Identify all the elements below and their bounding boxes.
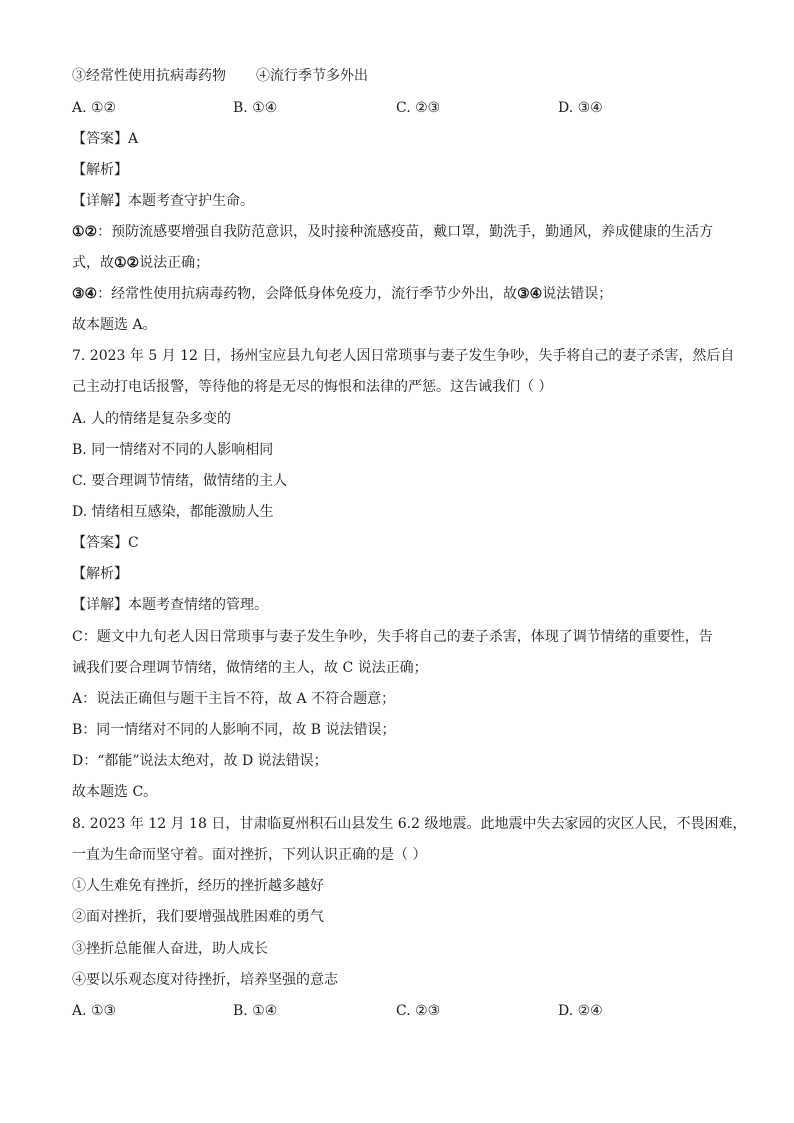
q7-stem-line-2: 己主动打电话报警，等待他的将是无尽的悔恨和法律的严惩。这告诫我们（ ） xyxy=(72,379,553,395)
q6-exp2-end: 说法错误； xyxy=(542,286,613,302)
q6-exp2-prefix: ③④ xyxy=(72,286,98,302)
q6-option-a: A. ①② xyxy=(72,100,117,116)
q6-explanation-2 xyxy=(72,284,612,304)
q7-explanation-b: B：同一情绪对不同的人影响不同，故 B 说法错误； xyxy=(72,722,396,738)
q8-options xyxy=(72,1001,732,1021)
q8-option-d: D. ②④ xyxy=(558,1003,603,1019)
q8-statement-3: ③挫折总能催人奋进，助人成长 xyxy=(72,941,268,957)
q7-explanation-c-line-1: C：题文中九旬老人因日常琐事与妻子发生争吵，失手将自己的妻子杀害，体现了调节情绪的重要性，告 xyxy=(72,629,713,645)
q7-answer: 【答案】C xyxy=(72,535,139,551)
q6-exp2-bold: ③④ xyxy=(517,286,543,302)
q6-exp1-line2-b: ①② xyxy=(114,255,140,271)
q7-option-b: B. 同一情绪对不同的人影响相同 xyxy=(72,442,274,458)
q7-analysis-heading: 【解析】 xyxy=(72,566,128,582)
q6-statements-3-4 xyxy=(72,66,368,86)
q8-option-b: B. ①④ xyxy=(233,1003,278,1019)
q6-explanation-1-line-1 xyxy=(72,222,713,242)
q6-option-b: B. ①④ xyxy=(233,100,278,116)
q8-statement-4: ④要以乐观态度对待挫折，培养坚强的意志 xyxy=(72,972,338,988)
q7-explanation-c-line-2: 诫我们要合理调节情绪，做情绪的主人，故 C 说法正确； xyxy=(72,660,428,676)
q7-option-a: A. 人的情绪是复杂多变的 xyxy=(72,411,232,427)
q7-option-d: D. 情绪相互感染，都能激励人生 xyxy=(72,504,274,520)
q8-statement-2: ②面对挫折，我们要增强战胜困难的勇气 xyxy=(72,909,324,925)
q6-statement-4: ④流行季节多外出 xyxy=(256,68,368,84)
q6-exp2-mid: ：经常性使用抗病毒药物，会降低身体免疫力，流行季节少外出，故 xyxy=(97,286,518,302)
q6-conclusion: 故本题选 A。 xyxy=(72,317,157,333)
q6-exp1-text: ：预防流感要增强自我防范意识，及时接种流感疫苗，戴口罩，勤洗手，勤通风，养成健康的生活方 xyxy=(97,224,714,240)
q7-explanation-d: D：“都能”说法太绝对，故 D 说法错误； xyxy=(72,753,328,769)
q6-analysis-heading: 【解析】 xyxy=(72,162,128,178)
q6-option-c: C. ②③ xyxy=(396,100,441,116)
q6-options xyxy=(72,98,732,118)
q7-conclusion: 故本题选 C。 xyxy=(72,784,158,800)
q6-exp1-prefix: ①② xyxy=(72,224,98,240)
q7-detail: 【详解】本题考查情绪的管理。 xyxy=(72,597,268,613)
q8-stem-line-1: 8. 2023 年 12 月 18 日，甘肃临夏州积石山县发生 6.2 级地震。此地震中失去家园的灾区人民，不畏困难， xyxy=(72,816,747,832)
q7-explanation-a: A：说法正确但与题干主旨不符，故 A 不符合题意； xyxy=(72,691,396,707)
q6-explanation-1-line-2 xyxy=(72,253,209,273)
q7-option-c: C. 要合理调节情绪，做情绪的主人 xyxy=(72,473,288,489)
q6-option-d: D. ③④ xyxy=(558,100,603,116)
q6-detail: 【详解】本题考查守护生命。 xyxy=(72,193,254,209)
q7-stem-line-1: 7. 2023 年 5 月 12 日，扬州宝应县九旬老人因日常琐事与妻子发生争吵，失手将自己的妻子杀害，然后自 xyxy=(72,348,735,364)
q8-stem-line-2: 一直为生命而坚守着。面对挫折，下列认识正确的是（ ） xyxy=(72,847,427,863)
q6-answer: 【答案】A xyxy=(72,131,139,147)
q8-option-c: C. ②③ xyxy=(396,1003,441,1019)
q8-option-a: A. ①③ xyxy=(72,1003,117,1019)
q8-statement-1: ①人生难免有挫折，经历的挫折越多越好 xyxy=(72,878,324,894)
q6-statement-3: ③经常性使用抗病毒药物 xyxy=(72,68,226,84)
q6-exp1-line2-c: 说法正确； xyxy=(139,255,210,271)
q6-exp1-line2-a: 式，故 xyxy=(72,255,114,271)
